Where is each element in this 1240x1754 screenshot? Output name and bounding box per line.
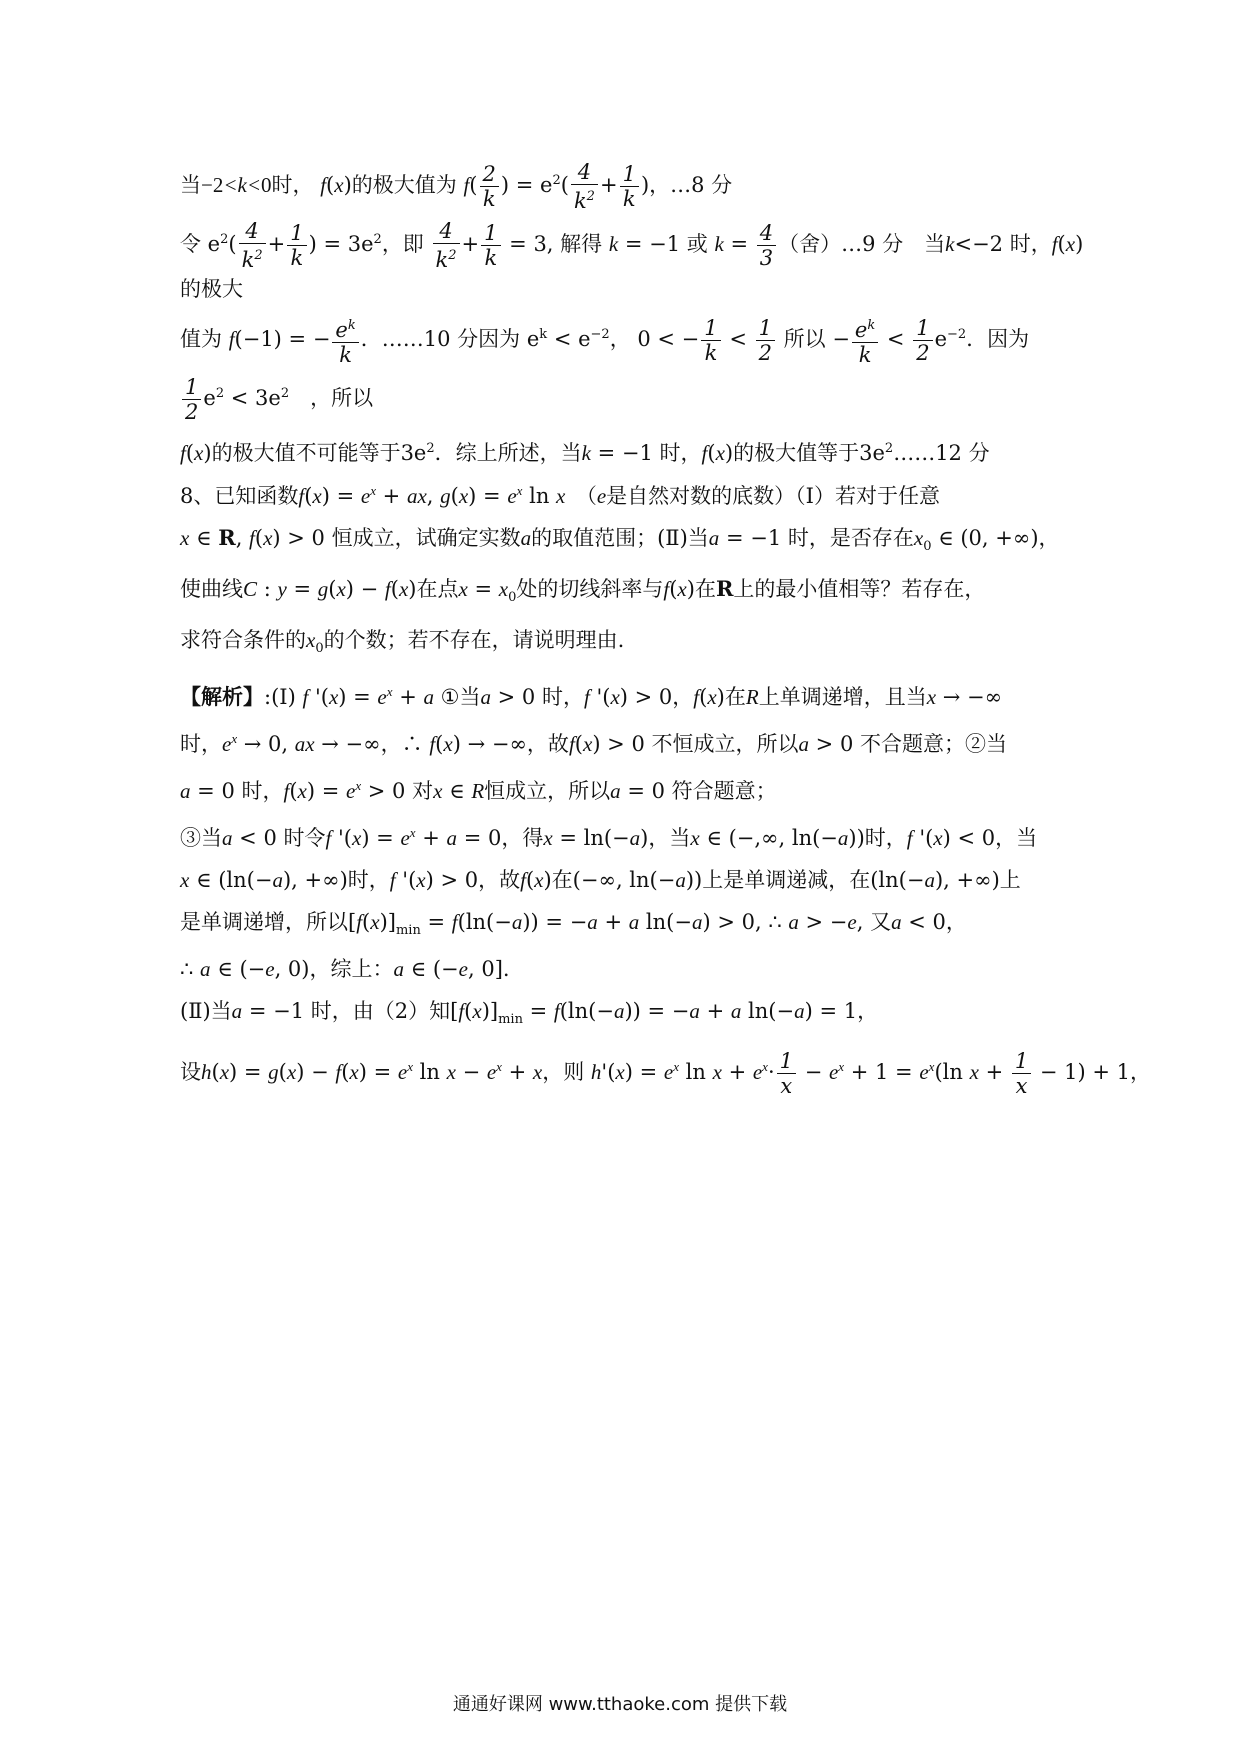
- solution-text-block: [180, 160, 1152, 1098]
- solution-line: f(x)的极大值不可能等于$3e^2$．综上所述，当k = −1 时，f(x)的极大值等于$3e^2\dots\dots 12$ 分: [180, 441, 990, 465]
- solution-line: (Ⅱ)当a = −1 时，由（2）知$[f(x)]_{min} = f(\ln(-a)) = -a + a$ ln(−a) = 1，: [180, 998, 879, 1027]
- solution-line: ③当a < 0 时令f '$(x) = e^x + a = 0$，得x = ln(−a)，当x ∈ (−,∞, ln(−a))时，f '(x) < 0，当: [180, 824, 1038, 850]
- solution-line: $\frac{1}{2}$ $e^2 < 3e^2$ ，所以: [180, 375, 1070, 424]
- footer-source: 通通好课网 www.tthaoke.com 提供下载: [452, 1694, 788, 1715]
- solution-line: 8、已知函数$f(x) = e^x$ + ax, $g(x) = e^x$ ln x （e是自然对数的底数）（Ⅰ）若对于任意: [180, 483, 940, 508]
- solution-line: 是单调递增，所以$[f(x)]_{min} = f(\ln(-a)) = -a + a$ ln(−a) > 0, ∴ a > −e, 又a < 0，: [180, 909, 967, 938]
- solution-line: 的极大: [180, 277, 243, 301]
- solution-line: x ∈ (ln(−a), +∞)时，f '(x) > 0，故f(x)在(−∞, ln(−a))上是单调递减，在(ln(−a), +∞)上: [180, 867, 1021, 892]
- solution-line: x ∈ R, f(x) > 0 恒成立，试确定实数a的取值范围；(Ⅱ)当a = −1 时，是否存在$x_0$ ∈ (0, +∞)，: [180, 525, 1060, 555]
- solution-line: 当−2<k<0时， f(x)的极大值为 f( $\frac{2}{k}$ ) = $e^2$( $\frac{4}{k^2}$ + $\frac{1}{k}$ )，…8 分: [180, 160, 733, 213]
- solution-line: 令 $e^2$( $\frac{4}{k^2}$ + $\frac{1}{k}$ ) = $3e^2$，即 $\frac{4}{k^2}$ + $\frac{1}{k}$ = 3, 解得 k = −1 或 k = $\frac{4}{3}$ （舍）…9 分 当k<−2 时，f(x): [180, 219, 1084, 272]
- solution-line: 求符合条件的$x_0$的个数；若不存在，请说明理由.: [180, 628, 625, 657]
- solution-line: 值为 f(−1) = − $\frac{e^k}{k}$ ．……10 分因为 $e^k < e^{-2}$， 0 < − $\frac{1}{k}$ < $\frac{1}{2}$ 所以 − $\frac{e^k}{k}$ < $\frac{1}{2}$ $e^{-2}$．因为: [180, 316, 1030, 367]
- solution-line: ∴ a ∈ (−e, 0)，综上：a ∈ (−e, 0].: [180, 956, 510, 981]
- solution-line: 设$h(x) = g(x) - f(x) = e^x$ $\ln x - e^x + x$，则 $h'(x) = e^x$ $\ln x + e^x\cdot$ $\frac{1}{x}$ − $e^x + 1 = e^x(\ln$ x + $\frac{1}{x}$ − 1) + 1，: [180, 1048, 1152, 1098]
- solution-line: 时，$e^x \to 0$, ax → −∞，∴ f(x) → −∞，故f(x) > 0 不恒成立，所以a > 0 不合题意；②当: [180, 730, 1007, 756]
- solution-line: 【解析】:(Ⅰ) f '$(x) = e^x + a$ ①当a > 0 时，f '(x) > 0，f(x)在R上单调递增，且当x → −∞: [180, 683, 1003, 709]
- solution-line: 使曲线C : y = g(x) − f(x)在点$x = x_0$处的切线斜率与f(x)在R上的最小值相等？若存在，: [180, 576, 986, 606]
- solution-line: a = 0 时，$f(x) = e^x > 0$ 对x ∈ R恒成立，所以a = 0 符合题意；: [180, 777, 777, 803]
